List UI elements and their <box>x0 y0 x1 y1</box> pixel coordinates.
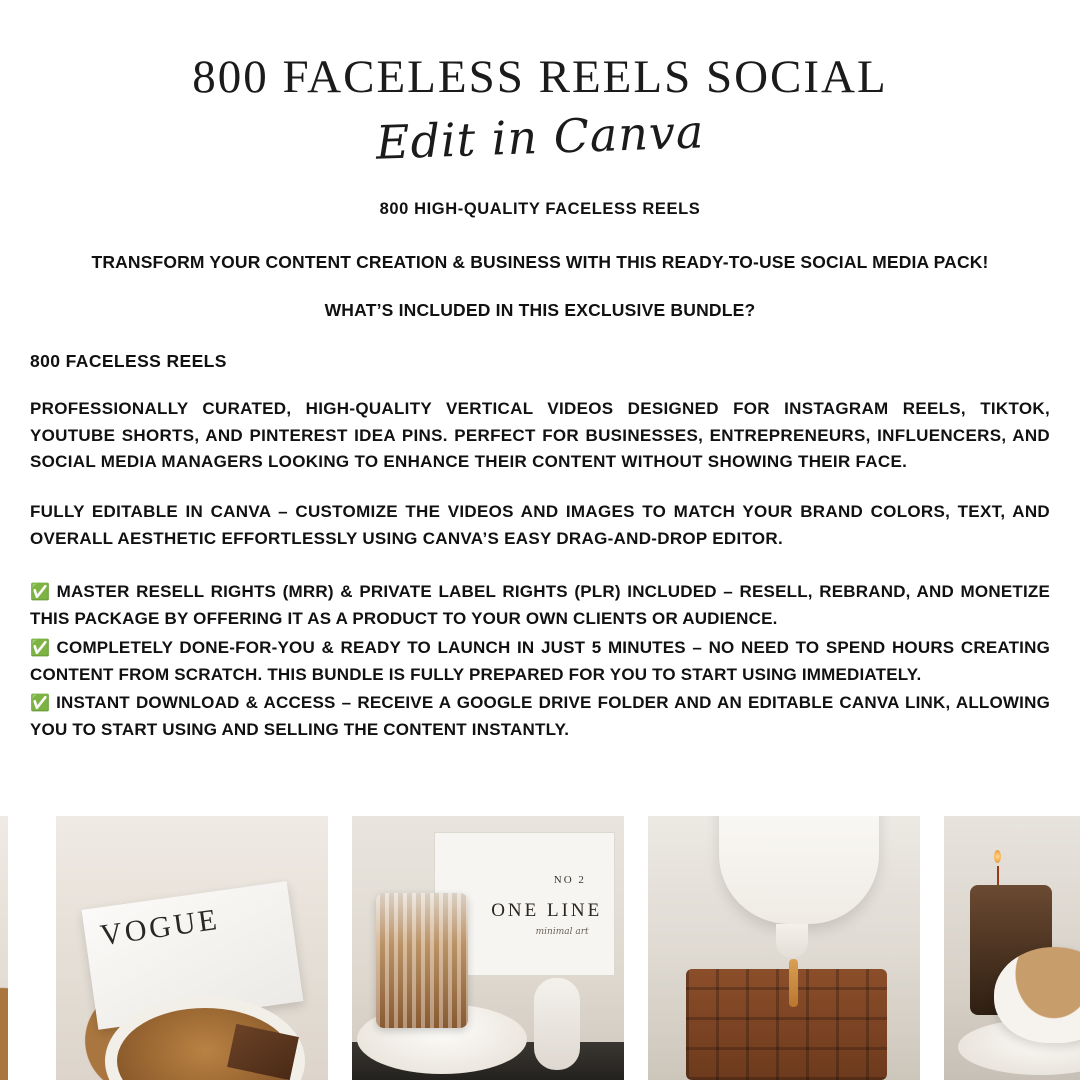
green-check-icon: ✅ <box>30 695 52 713</box>
section-heading-reels: 800 FACELESS REELS <box>30 350 227 371</box>
syrup-stream <box>789 959 798 1007</box>
bubble-candle <box>534 978 580 1070</box>
magazine-title: VOGUE <box>97 902 222 953</box>
product-tagline: TRANSFORM YOUR CONTENT CREATION & BUSINESS WITH THIS READY-TO-USE SOCIAL MEDIA PACK! <box>91 251 989 272</box>
green-check-icon: ✅ <box>30 583 52 601</box>
feature-bullet-3 <box>30 690 1050 744</box>
feature-bullet-1-text: MASTER RESELL RIGHTS (MRR) & PRIVATE LABEL RIGHTS (PLR) INCLUDED – RESELL, REBRAND, AND MONETIZE THIS PACKAGE BY OFFERING IT AS A PRODUCT TO YOUR OWN CLIENTS OR AUDIENCE. <box>30 581 1050 628</box>
page-title: 800 FACELESS REELS SOCIAL <box>192 51 888 103</box>
bundle-question: WHAT’S INCLUDED IN THIS EXCLUSIVE BUNDLE? <box>324 299 756 320</box>
product-subtitle: 800 HIGH-QUALITY FACELESS REELS <box>379 199 701 218</box>
thumbnail-iced-latte[interactable] <box>352 816 624 1080</box>
description-paragraph-1: PROFESSIONALLY CURATED, HIGH-QUALITY VERTICAL VIDEOS DESIGNED FOR INSTAGRAM REELS, TIKTOK, YOUTUBE SHORTS, AND PINTEREST IDEA PINS. PERFECT FOR BUSINESSES, ENTREPRENEURS, INFLUENCERS, AND SOCIAL MEDIA MANAGERS LOOKING TO ENHANCE THEIR CONTENT WITHOUT SHOWING THEIR FACE. <box>30 398 1050 472</box>
image-gallery-strip <box>0 816 1080 1080</box>
product-description <box>0 351 1080 744</box>
candle-flame-icon <box>994 850 1001 863</box>
latte-glass <box>376 893 468 1028</box>
pouring-jug <box>719 816 879 924</box>
description-paragraph-2: FULLY EDITABLE IN CANVA – CUSTOMIZE THE VIDEOS AND IMAGES TO MATCH YOUR BRAND COLORS, TEXT, AND OVERALL AESTHETIC EFFORTLESSLY USING CANVA’S EASY DRAG-AND-DROP EDITOR. <box>30 502 1050 549</box>
feature-bullet-1 <box>30 579 1050 633</box>
feature-bullet-2 <box>30 635 1050 689</box>
jug-spout <box>776 924 808 958</box>
thumbnail-magazine-flatlay[interactable] <box>56 816 328 1080</box>
frame-line-1: NO 2 <box>553 874 586 887</box>
green-check-icon: ✅ <box>30 639 52 657</box>
waffle-shape <box>686 969 887 1080</box>
thumbnail-candle-cappuccino[interactable] <box>944 816 1080 1080</box>
thumbnail-edge-left <box>0 816 8 1080</box>
thumbnail-syrup-waffle[interactable] <box>648 816 920 1080</box>
feature-bullet-2-text: COMPLETELY DONE-FOR-YOU & READY TO LAUNCH IN JUST 5 MINUTES – NO NEED TO SPEND HOURS CREATING CONTENT FROM SCRATCH. THIS BUNDLE IS FULLY PREPARED FOR YOU TO START USING IMMEDIATELY. <box>30 637 1050 684</box>
feature-bullet-3-text: INSTANT DOWNLOAD & ACCESS – RECEIVE A GOOGLE DRIVE FOLDER AND AN EDITABLE CANVA LINK, ALLOWING YOU TO START USING AND SELLING THE CONTENT INSTANTLY. <box>30 693 1051 740</box>
page-subtitle-script: Edit in Canva <box>375 103 706 170</box>
frame-line-3: minimal art <box>535 926 589 937</box>
frame-line-2: ONE LINE <box>491 900 603 922</box>
